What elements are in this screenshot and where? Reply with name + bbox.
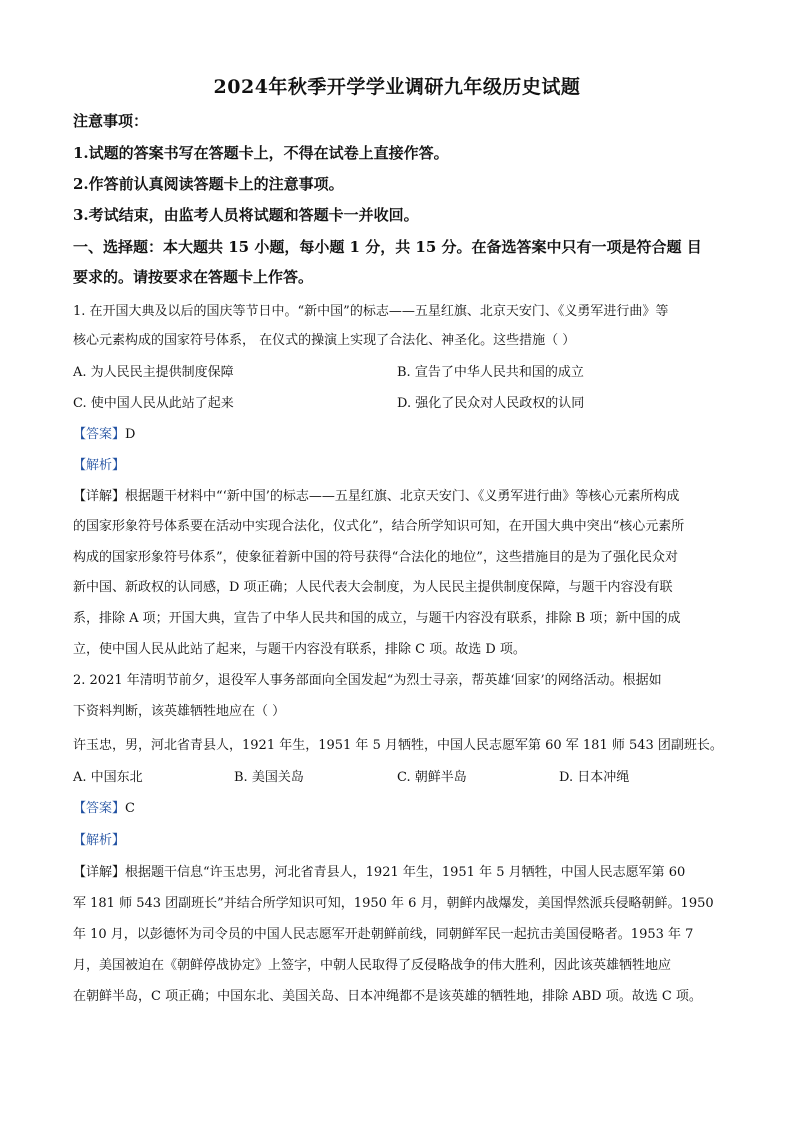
q1-detail: 构成的国家形象符号体系”，使象征着新中国的符号获得“合法化的地位”，这些措施目的是为了强化民众对	[73, 550, 678, 565]
q2-option-a: A. 中国东北	[73, 770, 143, 785]
q1-detail: 立，使中国人民从此站了起来，与题干内容没有联系，排除 C 项。故选 D 项。	[73, 642, 526, 657]
analysis-tag: 【解析】	[73, 833, 126, 848]
q1-detail: 系，排除 A 项；开国大典，宣告了中华人民共和国的成立，与题干内容没有联系，排除 B 项；新中国的成	[73, 611, 681, 626]
analysis-tag: 【解析】	[73, 458, 126, 473]
answer-value: D	[125, 427, 136, 442]
q1-stem: 1. 在开国大典及以后的国庆等节日中。“新中国”的标志——五星红旗、北京天安门、《义勇军进行曲》等	[73, 304, 669, 319]
q1-detail: 【详解】根据题干材料中“‘新中国’的标志——五星红旗、北京天安门、《义勇军进行曲》等核心元素所构成	[73, 489, 680, 504]
q2-detail: 月，美国被迫在《朝鲜停战协定》上签字，中朝人民取得了反侵略战争的伟大胜利，因此该英雄牺牲地应	[73, 958, 672, 973]
answer-value: C	[125, 801, 135, 816]
q1-stem: 核心元素构成的国家符号体系， 在仪式的操演上实现了合法化、神圣化。这些措施（ ）	[73, 333, 576, 348]
page-title: 2024年秋季开学学业调研九年级历史试题	[213, 76, 581, 98]
notice-item: 3.考试结束，由监考人员将试题和答题卡一并收回。	[73, 206, 419, 224]
q1-answer	[73, 423, 135, 442]
notice-item: 2.作答前认真阅读答题卡上的注意事项。	[73, 175, 344, 193]
section-heading: 一、选择题：本大题共 15 小题，每小题 1 分，共 15 分。在备选答案中只有一项是符合题 目	[73, 238, 702, 256]
q2-option-d: D. 日本冲绳	[559, 770, 630, 785]
q2-material: 许玉忠，男，河北省青县人，1921 年生，1951 年 5 月牺牲，中国人民志愿军第 60 军 181 师 543 团副班长。	[73, 738, 723, 753]
q2-analysis-tag	[73, 829, 125, 848]
q2-stem: 下资料判断，该英雄牺牲地应在（ ）	[73, 704, 286, 719]
q1-option-a: A. 为人民民主提供制度保障	[73, 365, 234, 380]
q1-option-b: B. 宣告了中华人民共和国的成立	[397, 365, 584, 380]
q2-option-c: C. 朝鲜半岛	[397, 770, 467, 785]
q1-option-c: C. 使中国人民从此站了起来	[73, 396, 234, 411]
notice-item: 1.试题的答案书写在答题卡上，不得在试卷上直接作答。	[73, 144, 449, 162]
q2-detail: 在朝鲜半岛，C 项正确；中国东北、美国关岛、日本冲绳都不是该英雄的牺牲地，排除 ABD 项。故选 C 项。	[73, 989, 702, 1004]
q2-detail: 年 10 月，以彭德怀为司令员的中国人民志愿军开赴朝鲜前线，同朝鲜军民一起抗击美国侵略者。1953 年 7	[73, 927, 694, 942]
q1-detail: 新中国、新政权的认同感，D 项正确；人民代表大会制度，为人民民主提供制度保障，与题干内容没有联	[73, 580, 673, 595]
q2-detail: 军 181 师 543 团副班长”并结合所学知识可知，1950 年 6 月，朝鲜内战爆发，美国悍然派兵侵略朝鲜。1950	[73, 896, 714, 911]
q2-option-b: B. 美国关岛	[234, 770, 304, 785]
notice-heading: 注意事项：	[73, 112, 149, 130]
q2-stem: 2. 2021 年清明节前夕，退役军人事务部面向全国发起“为烈士寻亲，帮英雄‘回家’的网络活动。根据如	[73, 673, 662, 688]
answer-tag: 【答案】	[73, 427, 126, 442]
q2-answer	[73, 797, 135, 816]
q1-option-d: D. 强化了民众对人民政权的认同	[397, 396, 585, 411]
answer-tag: 【答案】	[73, 801, 126, 816]
q1-analysis-tag	[73, 454, 125, 473]
section-heading-cont: 要求的。请按要求在答题卡上作答。	[73, 268, 314, 286]
q1-detail: 的国家形象符号体系要在活动中实现合法化，仪式化”，结合所学知识可知，在开国大典中突出“核心元素所	[73, 519, 685, 534]
q2-detail: 【详解】根据题干信息“许玉忠男，河北省青县人，1921 年生，1951 年 5 月牺牲，中国人民志愿军第 60	[73, 865, 686, 880]
